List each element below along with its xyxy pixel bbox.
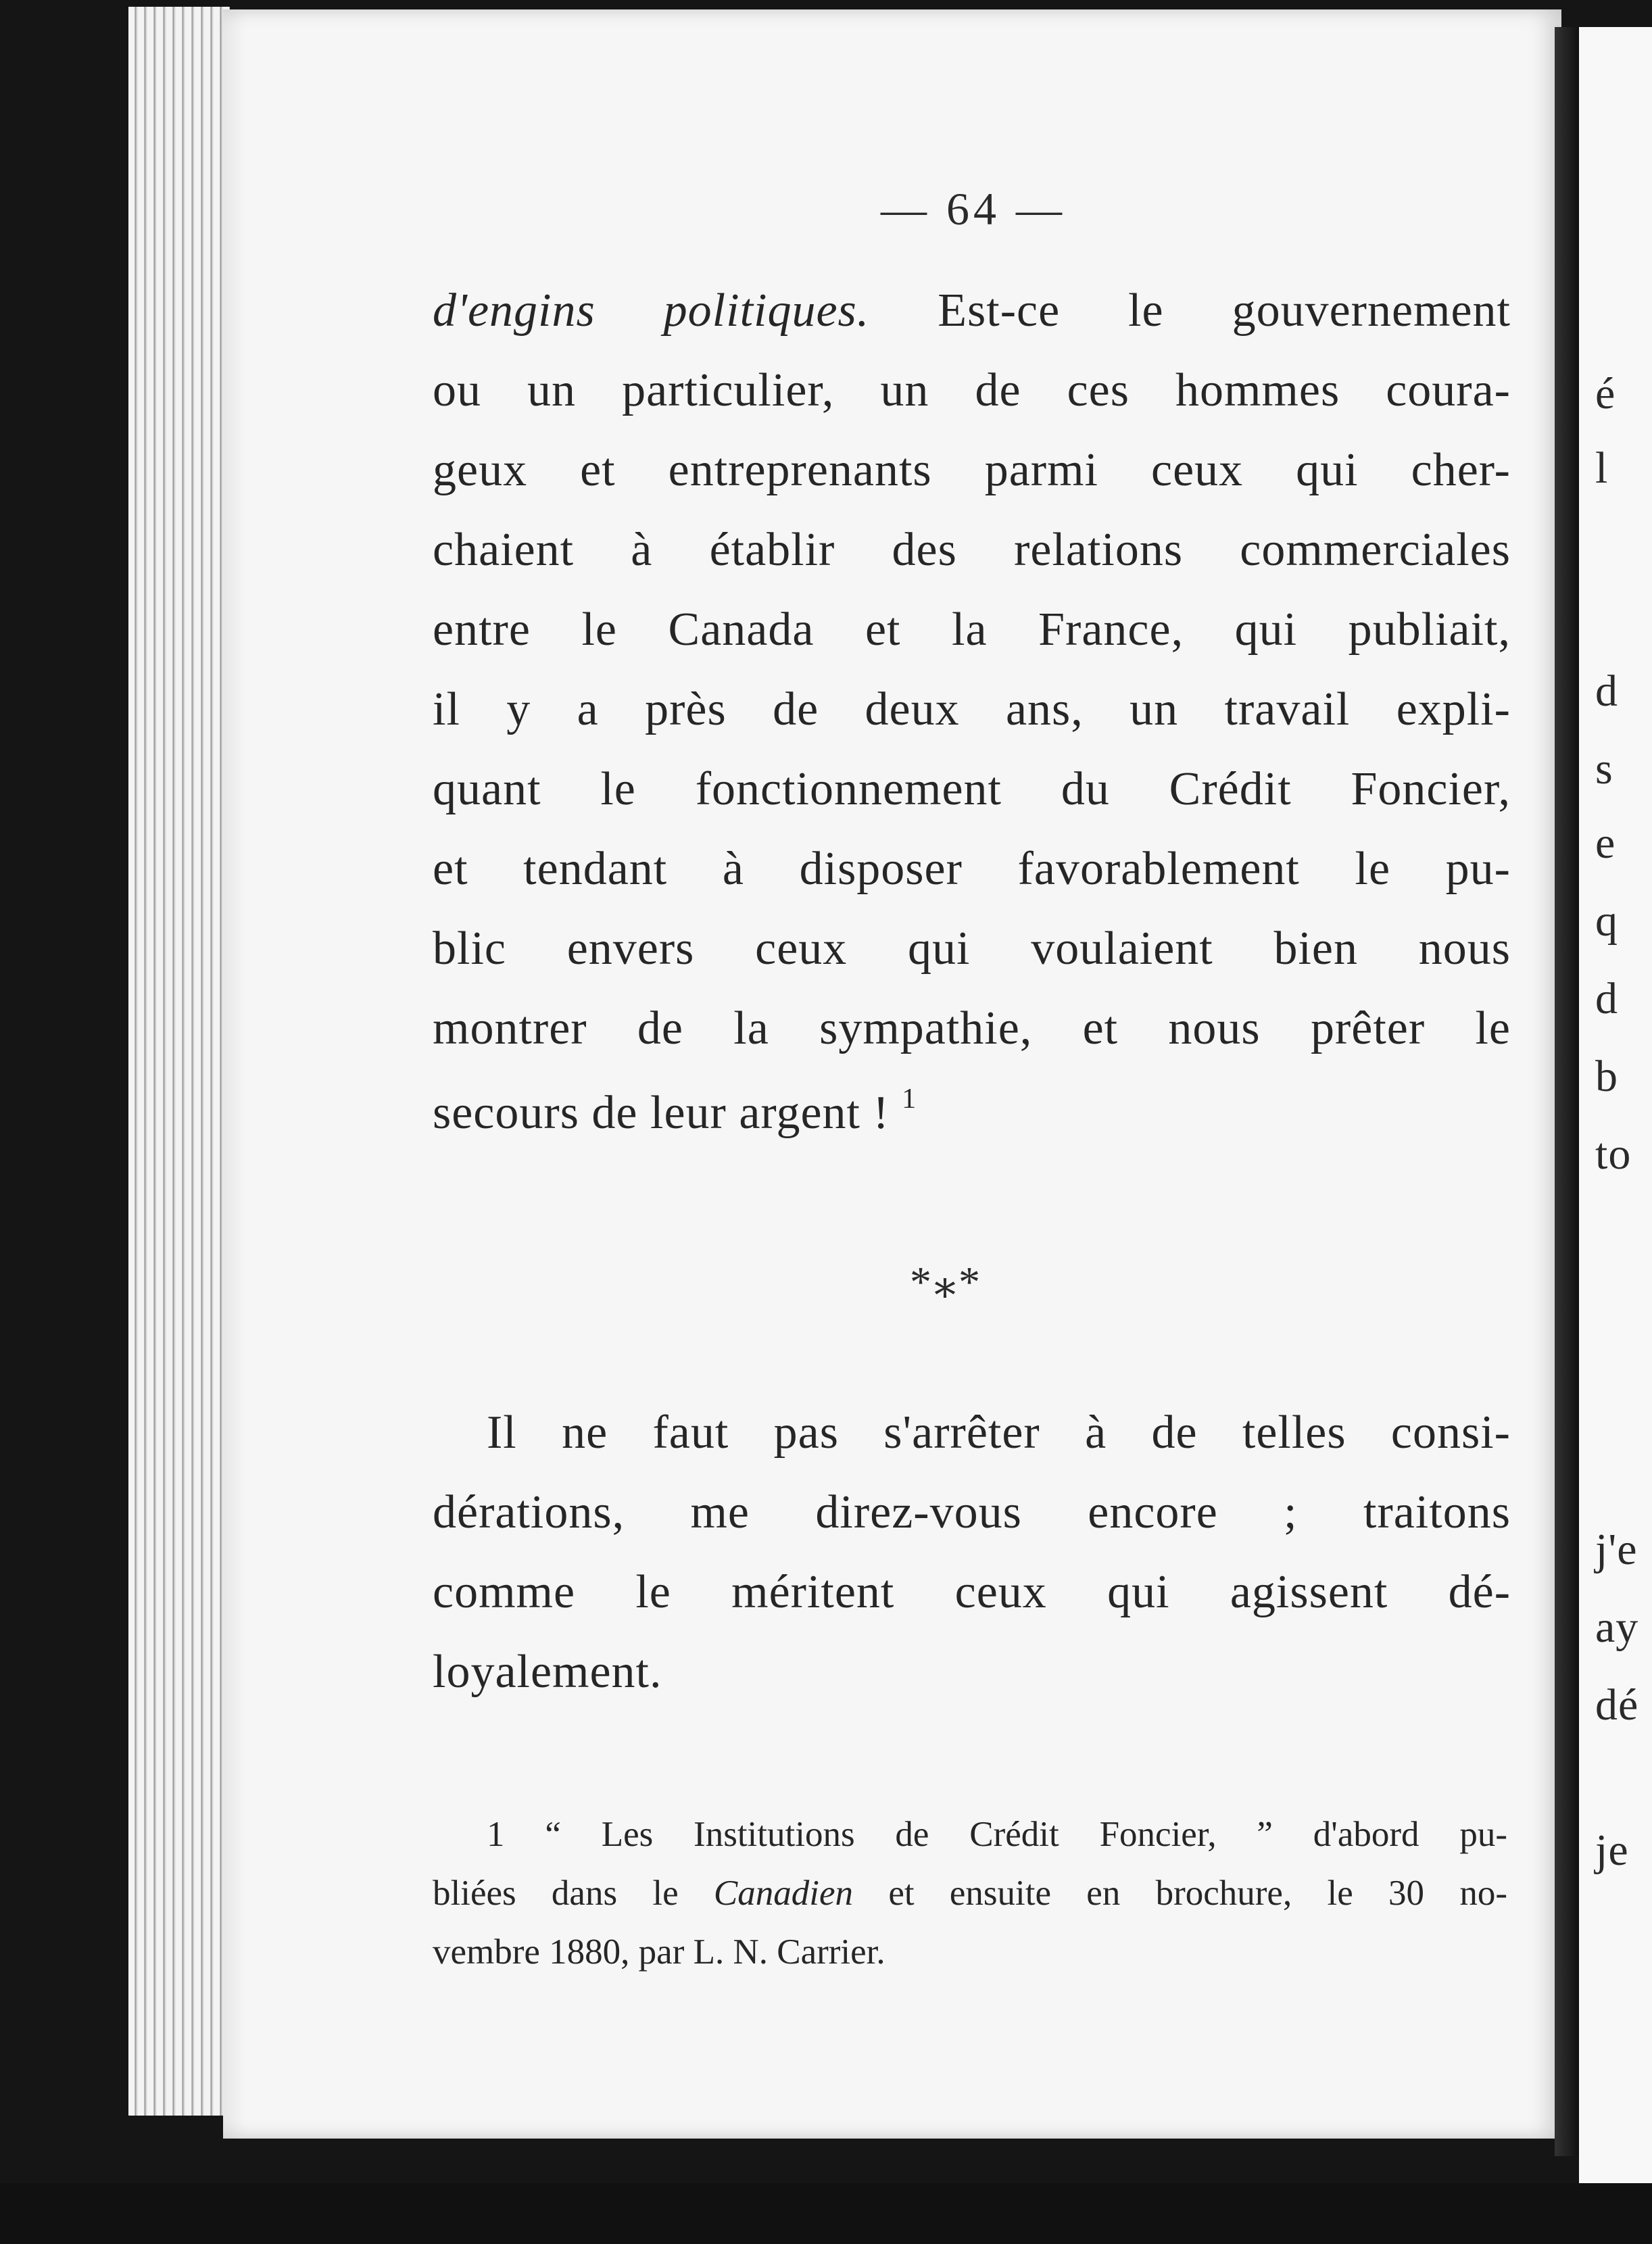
footnote-line	[433, 1876, 1507, 1911]
line-text: secours de leur argent !	[433, 1087, 890, 1139]
facing-page-fragment: q	[1595, 896, 1618, 946]
page-number: — 64 —	[881, 183, 1066, 235]
footnote-text: bliées dans le	[433, 1874, 714, 1913]
facing-page-fragment: l	[1595, 443, 1609, 493]
facing-page-fragment: s	[1595, 744, 1613, 794]
text-line: comme le méritent ceux qui agissent dé-	[433, 1566, 1511, 1618]
text-line: loyalement.	[433, 1646, 662, 1698]
facing-page-fragment: é	[1595, 369, 1616, 418]
line-text: Est-ce le gouvernement	[869, 285, 1511, 337]
text-line	[433, 1085, 1511, 1137]
facing-page-fragment: je	[1595, 1826, 1629, 1875]
text-line: montrer de la sympathie, et nous prêter le	[433, 1002, 1511, 1054]
facing-page-fragment: ay	[1595, 1603, 1639, 1652]
text-line: et tendant à disposer favorablement le pu-	[433, 843, 1511, 895]
facing-page-fragment: j'e	[1595, 1525, 1638, 1574]
footnote-reference: 1	[902, 1083, 917, 1115]
page-edges	[128, 7, 230, 2116]
text-line: Il ne faut pas s'arrêter à de telles consi-	[487, 1407, 1511, 1459]
text-line: geux et entreprenants parmi ceux qui cher-	[433, 444, 1511, 496]
footnote-line: 1 “ Les Institutions de Crédit Foncier, ” d'abord pu-	[487, 1815, 1507, 1854]
facing-page-edge	[1579, 27, 1652, 2224]
facing-page-fragment: to	[1595, 1129, 1632, 1179]
text-line: il y a près de deux ans, un travail expli-	[433, 683, 1511, 735]
text-line: blic envers ceux qui voulaient bien nous	[433, 923, 1511, 975]
footnote-text: et ensuite en brochure, le 30 no-	[853, 1874, 1507, 1913]
text-line	[433, 287, 1511, 335]
italic-phrase: d'engins politiques.	[433, 285, 870, 337]
facing-page-fragment: d	[1595, 666, 1618, 716]
text-line: entre le Canada et la France, qui publiait,	[433, 604, 1511, 656]
text-line: ou un particulier, un de ces hommes coura-	[433, 364, 1511, 416]
text-line: quant le fonctionnement du Crédit Foncier,	[433, 763, 1511, 815]
book-gutter	[1555, 27, 1579, 2156]
text-line: dérations, me direz-vous encore ; traitons	[433, 1486, 1511, 1538]
text-line: chaient à établir des relations commerciales	[433, 524, 1511, 576]
facing-page-fragment: dé	[1595, 1680, 1639, 1730]
scan-border	[0, 2183, 1652, 2244]
newspaper-title: Canadien	[713, 1874, 854, 1913]
facing-page-fragment: e	[1595, 819, 1616, 868]
footnote-line: vembre 1880, par L. N. Carrier.	[433, 1932, 885, 1972]
section-break-asterism: *⁎*	[910, 1258, 983, 1306]
facing-page-fragment: d	[1595, 974, 1618, 1023]
facing-page-fragment: b	[1595, 1052, 1618, 1101]
